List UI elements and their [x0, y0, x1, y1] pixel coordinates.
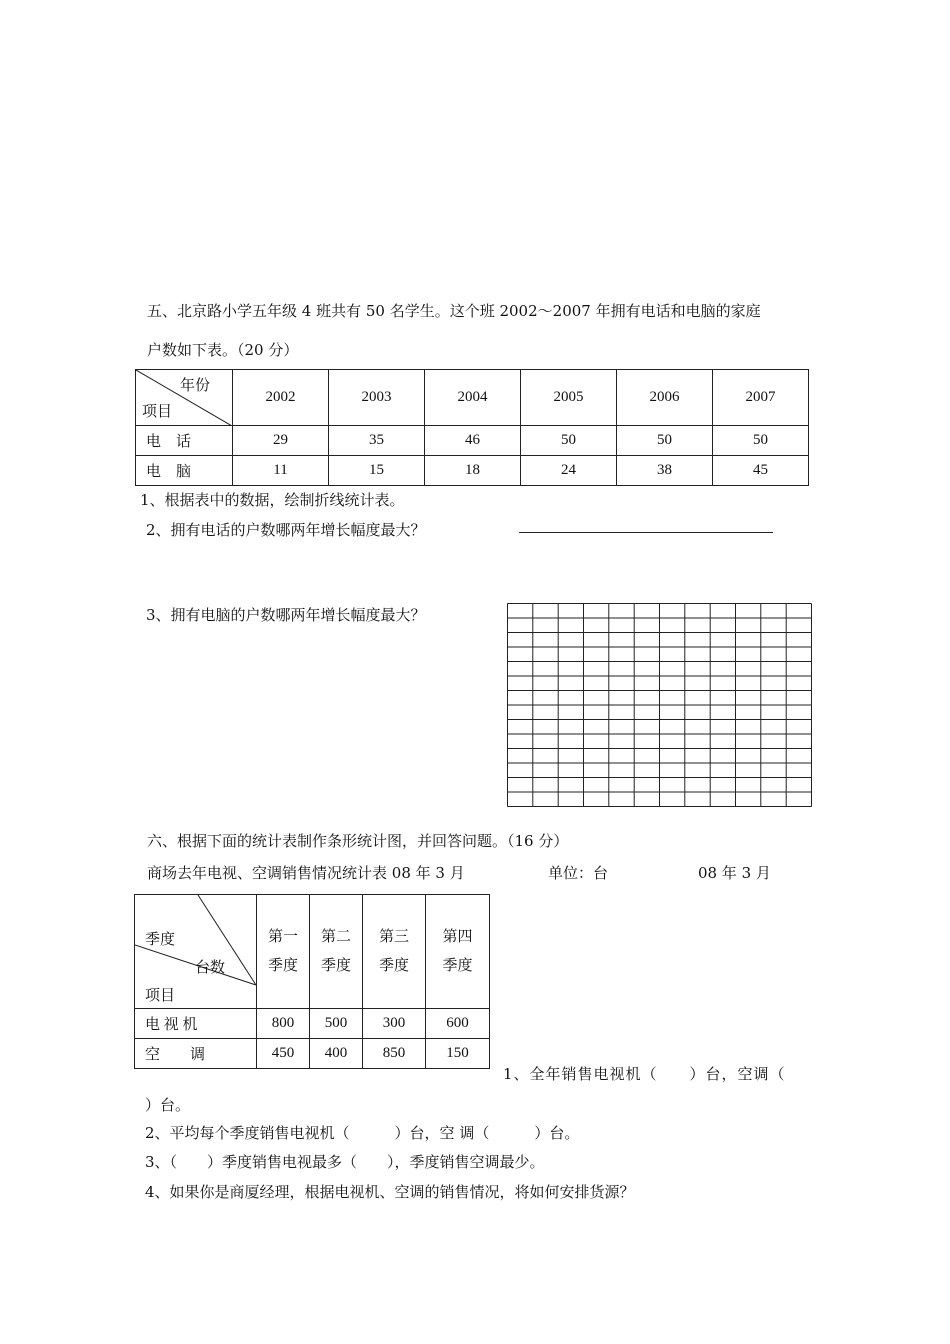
year-header: 2005	[521, 370, 617, 426]
sales-corner-cell	[135, 895, 257, 1009]
table-row	[136, 456, 809, 486]
section5-intro-line1: 五、北京路小学五年级 4 班共有 50 名学生。这个班 2002～2007 年拥有电话和电脑的家庭	[147, 302, 761, 320]
graph-paper-grid[interactable]	[507, 603, 812, 807]
section5-question-1: 1、根据表中的数据，绘制折线统计表。	[140, 491, 405, 509]
table-cell: 38	[617, 456, 713, 486]
table-cell: 45	[713, 456, 809, 486]
table-cell: 46	[425, 426, 521, 456]
row-label: 电 视 机	[135, 1009, 257, 1039]
table-corner-cell	[136, 370, 233, 426]
quarter-header	[257, 895, 310, 1009]
sales-table	[134, 894, 490, 1069]
quarter-line1: 第一	[267, 928, 298, 945]
table-cell: 15	[329, 456, 425, 486]
row-label: 电 话	[136, 426, 233, 456]
year-header: 2003	[329, 370, 425, 426]
table-cell: 150	[426, 1039, 490, 1069]
year-header: 2002	[233, 370, 329, 426]
quarter-header	[310, 895, 363, 1009]
section6-question-2: 2、平均每个季度销售电视机（ ）台，空 调（ ）台。	[145, 1124, 580, 1142]
table-cell: 50	[521, 426, 617, 456]
table-row	[135, 1009, 490, 1039]
year-header: 2006	[617, 370, 713, 426]
section6-question-1a: 1、全年销售电视机（ ）台，空调（	[503, 1065, 786, 1083]
table-cell: 800	[257, 1009, 310, 1039]
table-cell: 500	[310, 1009, 363, 1039]
section5-question-2: 2、拥有电话的户数哪两年增长幅度最大？	[146, 521, 426, 539]
quarter-line2: 季度	[378, 957, 409, 974]
table-cell: 400	[310, 1039, 363, 1069]
answer-line[interactable]	[519, 532, 773, 533]
year-header: 2004	[425, 370, 521, 426]
quarter-header	[363, 895, 426, 1009]
table-cell: 50	[713, 426, 809, 456]
table-cell: 600	[426, 1009, 490, 1039]
section6-question-3: 3、（ ）季度销售电视最多（ ），季度销售空调最少。	[145, 1153, 545, 1171]
section6-question-4: 4、如果你是商厦经理，根据电视机、空调的销售情况，将如何安排货源？	[145, 1183, 635, 1201]
quarter-line1: 第四	[442, 928, 473, 945]
table-cell: 50	[617, 426, 713, 456]
quarter-line2: 季度	[442, 957, 473, 974]
table-cell: 450	[257, 1039, 310, 1069]
row-label: 电 脑	[136, 456, 233, 486]
year-header: 2007	[713, 370, 809, 426]
table-cell: 24	[521, 456, 617, 486]
table-cell: 11	[233, 456, 329, 486]
section6-intro: 六、根据下面的统计表制作条形统计图，并回答问题。（16 分）	[147, 832, 569, 850]
corner-quarter-label: 季度	[145, 932, 176, 948]
table-cell: 29	[233, 426, 329, 456]
section5-question-3: 3、拥有电脑的户数哪两年增长幅度最大？	[146, 606, 426, 624]
phone-computer-table	[135, 369, 809, 486]
quarter-line1: 第二	[320, 928, 351, 945]
quarter-line2: 季度	[267, 957, 298, 974]
section6-question-1b: ）台。	[145, 1096, 191, 1114]
date-label: 08 年 3 月	[698, 864, 771, 882]
table-row	[135, 1039, 490, 1069]
table-caption: 商场去年电视、空调销售情况统计表 08 年 3 月	[147, 864, 465, 882]
table-cell: 18	[425, 456, 521, 486]
section5-intro-line2: 户数如下表。（20 分）	[147, 341, 299, 359]
quarter-line1: 第三	[378, 928, 409, 945]
table-cell: 35	[329, 426, 425, 456]
table-cell: 850	[363, 1039, 426, 1069]
table-cell: 300	[363, 1009, 426, 1039]
corner-item-label: 项目	[145, 988, 176, 1004]
corner-item-label: 项目	[142, 404, 173, 420]
unit-label: 单位：台	[548, 864, 609, 882]
corner-year-label: 年份	[180, 378, 211, 394]
quarter-line2: 季度	[320, 957, 351, 974]
row-label: 空 调	[135, 1039, 257, 1069]
quarter-header	[426, 895, 490, 1009]
table-row	[136, 426, 809, 456]
corner-count-label: 台数	[195, 960, 226, 976]
